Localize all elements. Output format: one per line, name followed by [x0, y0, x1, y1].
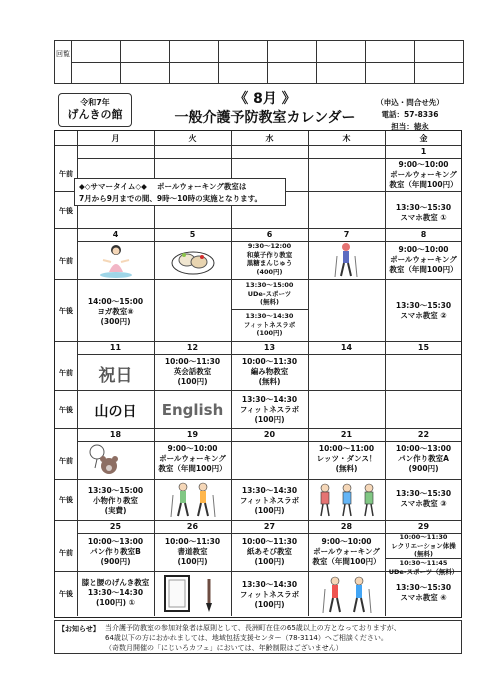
weekday-tue: 火	[188, 134, 197, 143]
weekday-thu: 木	[342, 134, 351, 143]
event-fitness-lab: 13:30～14:30 フィットネスラボ (100円)	[243, 312, 296, 337]
mountain-day-label: 山の日	[94, 404, 137, 420]
day-number: 26	[186, 522, 199, 531]
contact-heading: （申込・問合せ先）	[376, 98, 444, 107]
day-number: 1	[420, 147, 427, 156]
event-fitness-lab: 13:30～14:30 フィットネスラボ (100円)	[239, 580, 300, 609]
event-ude-sports: 10:30～11:45 UDe-スポーツ（無料）	[388, 559, 459, 576]
event-knitting: 10:00～11:30 編み物教室 (無料)	[241, 357, 298, 386]
event-crafts: 13:30～15:00 小物作り教室 (実費)	[87, 486, 144, 515]
weekday-mon: 月	[111, 134, 120, 143]
event-fitness-lab: 13:30～14:30 フィットネスラボ (100円)	[239, 395, 300, 424]
day-number: 27	[263, 522, 276, 531]
pole-walker-icon	[333, 242, 359, 278]
weekday-fri: 金	[419, 134, 428, 143]
weekday-wed: 水	[265, 134, 274, 143]
pm-label: 午後	[59, 307, 73, 315]
day-number: 13	[263, 343, 276, 352]
yoga-person-icon	[99, 242, 133, 278]
venue-name: げんきの館	[67, 108, 123, 121]
event-calligraphy: 10:00～11:30 書道教室 (100円)	[164, 537, 221, 566]
event-fitness-lab: 13:30～14:30 フィットネスラボ (100円)	[239, 486, 300, 515]
pm-label: 午後	[59, 590, 73, 598]
event-bread-a: 10:00～13:00 パン作り教室A (900円)	[395, 444, 452, 473]
event-pole-walking: 9:00～10:00 ポールウォーキング 教室（年間100円）	[389, 160, 458, 189]
brush-icon	[197, 577, 221, 613]
venue-badge	[58, 93, 132, 127]
pm-label: 午後	[59, 496, 73, 504]
event-pole-walking: 9:00～10:00 ポールウォーキング 教室（年間100円）	[158, 444, 227, 473]
event-pole-walking: 9:00～10:00 ポールウォーキング 教室（年間100円）	[389, 245, 458, 274]
wagashi-icon	[170, 243, 216, 277]
summer-time-notice: ◆◇サマータイム◇◆ ポールウォーキング教室は 7月から9月までの間、9時～10時の実施となります。	[74, 178, 286, 206]
day-number: 6	[266, 230, 273, 239]
event-yoga: 14:00～15:00 ヨガ教室⑧ (300円)	[87, 297, 144, 326]
day-number: 12	[186, 343, 199, 352]
am-label: 午前	[59, 549, 73, 557]
notice-tag: 【お知らせ】	[58, 625, 100, 633]
day-number: 5	[189, 230, 196, 239]
day-number: 28	[340, 522, 353, 531]
venue-year: 令和7年	[80, 98, 110, 107]
event-smartphone: 13:30～15:30 スマホ教室 ②	[395, 301, 452, 320]
day-number: 22	[417, 430, 430, 439]
contact-phone: 電話：57-8336	[381, 110, 439, 119]
event-knee-back: 膝と腰のげんき教室 13:30～14:30 (100円) ①	[81, 578, 150, 607]
day-number: 8	[420, 230, 427, 239]
month-title: 《 8月 》	[234, 91, 296, 107]
am-label: 午前	[59, 457, 73, 465]
pm-label: 午後	[59, 207, 73, 215]
day-number: 11	[109, 343, 122, 352]
notice-text: 当介護予防教室の参加対象者は原則として、長洲町在住の65歳以上の方となっておりますが、 64歳以下の方におかれましては、地域包括支援センター（78-3114）へご相談ください。 （奇数月開催の「にじいろカフェ」においては、年齢制限はございません）	[105, 624, 401, 652]
day-number: 4	[112, 230, 119, 239]
crafts-bear-icon	[83, 442, 123, 478]
pole-walkers-icon	[165, 481, 220, 518]
event-ude-sports: 13:30～15:00 UDe-スポーツ (無料)	[245, 281, 294, 306]
day-number: 19	[186, 430, 199, 439]
pole-walkers-icon	[317, 574, 377, 614]
event-bread-b: 10:00～13:00 パン作り教室B (900円)	[87, 537, 144, 566]
picture-frame-icon	[163, 574, 193, 614]
pm-label: 午後	[59, 406, 73, 414]
page-title: 一般介護予防教室カレンダー	[174, 110, 356, 126]
event-wagashi: 9:30～12:00 和菓子作り教室 黒糖まんじゅう (400円)	[246, 242, 293, 276]
am-label: 午前	[59, 369, 73, 377]
circulation-box	[54, 40, 464, 84]
event-dance: 10:00～11:00 レッツ・ダンス！ (無料)	[316, 444, 377, 473]
contact-person: 担当：徳永	[391, 122, 429, 131]
circulation-label: 回覧	[55, 41, 72, 83]
day-number: 7	[343, 230, 350, 239]
english-logo: English	[161, 401, 224, 419]
am-label: 午前	[59, 170, 73, 178]
event-smartphone: 13:30～15:30 スマホ教室 ④	[395, 583, 452, 602]
event-paper-craft: 10:00～11:30 紙あそび教室 (100円)	[241, 537, 298, 566]
dancers-icon	[313, 481, 381, 518]
day-number: 21	[340, 430, 353, 439]
event-english: 10:00～11:30 英会話教室 (100円)	[164, 357, 221, 386]
event-smartphone: 13:30～15:30 スマホ教室 ①	[395, 203, 452, 222]
day-number: 14	[340, 343, 353, 352]
event-pole-walking: 9:00～10:00 ポールウォーキング 教室（年間100円）	[312, 537, 381, 566]
contact-info	[360, 97, 460, 133]
event-smartphone: 13:30～15:30 スマホ教室 ③	[395, 489, 452, 508]
notice-box	[54, 620, 462, 654]
day-number: 15	[417, 343, 430, 352]
event-recreation: 10:00～11:30 レクリエーション体操 (無料)	[391, 533, 456, 558]
am-label: 午前	[59, 257, 73, 265]
day-number: 18	[109, 430, 122, 439]
day-number: 25	[109, 522, 122, 531]
holiday-label: 祝日	[98, 366, 133, 386]
day-number: 20	[263, 430, 276, 439]
day-number: 29	[417, 522, 430, 531]
